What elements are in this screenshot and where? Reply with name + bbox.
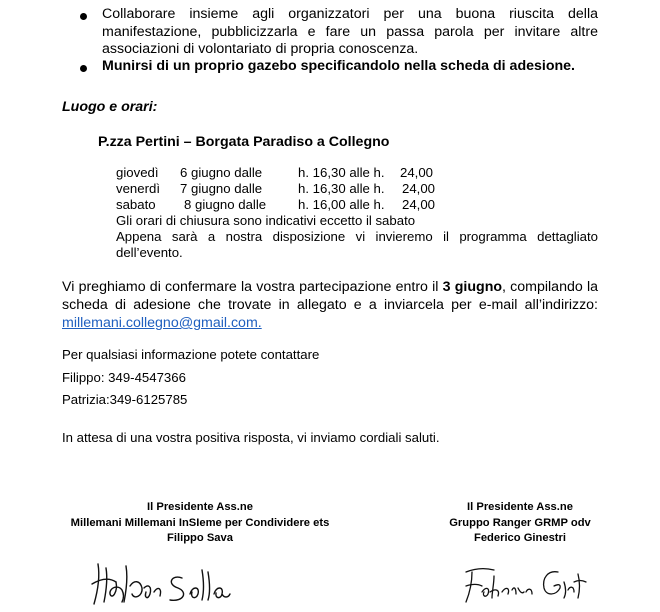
contacts-intro: Per qualsiasi informazione potete contattare <box>62 347 320 362</box>
signature-name: Filippo Sava <box>167 532 233 544</box>
signature-name: Federico Ginestri <box>473 532 566 544</box>
schedule-day: giovedì <box>116 165 159 180</box>
contact-line: Filippo: 349-4547366 <box>62 370 186 385</box>
signature-title: Il Presidente Ass.ne <box>147 501 253 513</box>
bullet-dot <box>80 65 87 72</box>
schedule-to: 24,00 <box>402 181 436 196</box>
bullet-item: Collaborare insieme agli organizzatori per una buona riuscita della manifestazione, pubblicizzarla e fare un passa parola per invitare altre associazioni di volontariato di propria conoscenza. <box>102 6 598 57</box>
bullet-dot <box>80 13 87 20</box>
closing-greeting: In attesa di una vostra positiva risposta, vi inviamo cordiali saluti. <box>62 430 440 445</box>
bullet-item: Munirsi di un proprio gazebo specificandolo nella scheda di adesione. <box>102 58 575 74</box>
signature-org: Millemani Millemani InSIeme per Condividere ets <box>70 516 330 529</box>
schedule-to: 24,00 <box>402 197 436 212</box>
schedule-note: Gli orari di chiusura sono indicativi eccetto il sabato <box>116 213 416 228</box>
schedule-from: h. 16,30 alle h. <box>298 181 385 196</box>
schedule-from: h. 16,30 alle h. <box>298 165 385 180</box>
event-place: P.zza Pertini – Borgata Paradiso a Collegno <box>98 134 390 150</box>
signature-title: Il Presidente Ass.ne <box>467 501 573 513</box>
signature-org: Gruppo Ranger GRMP odv <box>449 516 591 529</box>
handwritten-signature-left <box>88 558 248 608</box>
email-link[interactable]: millemani.collegno@gmail.com. <box>62 315 262 331</box>
signature-block-left <box>67 500 333 547</box>
schedule-date: 8 giugno dalle <box>184 197 267 212</box>
section-heading: Luogo e orari: <box>62 99 158 115</box>
confirmation-deadline: 3 giugno <box>442 279 503 295</box>
handwritten-signature-right <box>460 562 590 606</box>
confirmation-paragraph <box>62 278 598 332</box>
schedule-day: sabato <box>116 197 156 212</box>
schedule-to: 24,00 <box>400 165 434 180</box>
confirmation-text: , compilando la scheda di adesione che trovate in allegato e a inviarcela per e-mail all’indirizzo: <box>62 279 598 313</box>
contact-line: Patrizia:349-6125785 <box>62 392 188 407</box>
program-note: Appena sarà a nostra disposizione vi invieremo il programma dettagliato dell’evento. <box>116 229 598 260</box>
schedule-date: 7 giugno dalle <box>180 181 263 196</box>
schedule-from: h. 16,00 alle h. <box>298 197 385 212</box>
confirmation-text: Vi preghiamo di confermare la vostra partecipazione entro il <box>62 279 443 295</box>
schedule-day: venerdì <box>116 181 160 196</box>
signature-block-right <box>420 500 620 547</box>
schedule-date: 6 giugno dalle <box>180 165 263 180</box>
